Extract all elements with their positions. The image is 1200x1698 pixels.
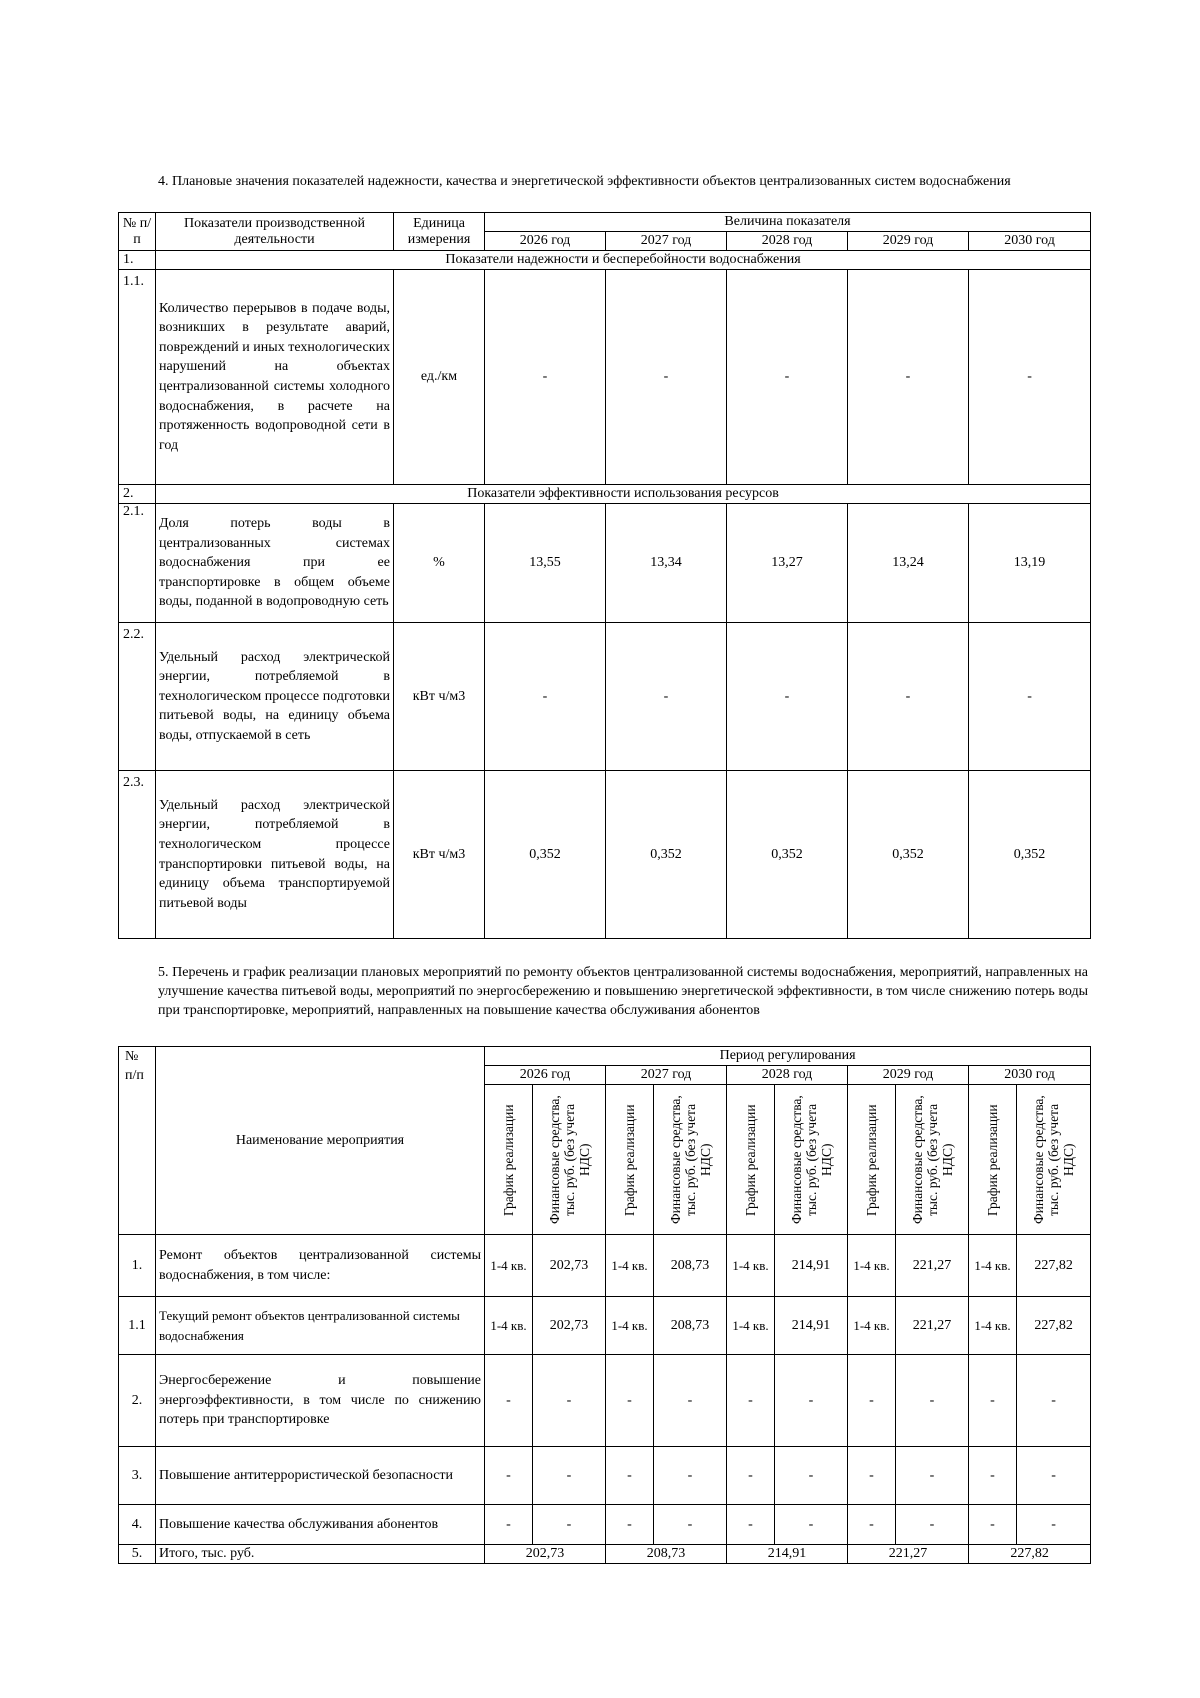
finance-cell: - bbox=[533, 1447, 606, 1505]
indicator-name: Удельный расход электрической энергии, потребляемой в технологическом процессе подготовки питьевой воды, на единицу объема воды, отпускаемой в сеть bbox=[156, 623, 394, 771]
col-header-value: Величина показателя bbox=[485, 213, 1091, 232]
row-number: 5. bbox=[119, 1545, 156, 1564]
table-row bbox=[119, 1355, 1091, 1447]
schedule-cell: - bbox=[606, 1505, 654, 1545]
schedule-cell: 1-4 кв. bbox=[848, 1297, 896, 1355]
year-header: 2028 год bbox=[727, 1066, 848, 1085]
value-cell: 13,24 bbox=[848, 504, 969, 623]
schedule-cell: 1-4 кв. bbox=[969, 1297, 1017, 1355]
schedule-cell: - bbox=[969, 1505, 1017, 1545]
row-number: 2.1. bbox=[119, 504, 156, 623]
schedule-cell: - bbox=[485, 1447, 533, 1505]
measure-name: Повышение антитеррористической безопасности bbox=[156, 1447, 485, 1505]
year-header: 2026 год bbox=[485, 1066, 606, 1085]
value-cell: - bbox=[727, 623, 848, 771]
col-header-no: № п/п bbox=[119, 1047, 156, 1235]
table-row bbox=[119, 1235, 1091, 1297]
table-row bbox=[119, 1297, 1091, 1355]
value-cell: - bbox=[727, 270, 848, 485]
value-cell: 0,352 bbox=[485, 771, 606, 939]
value-cell: 13,27 bbox=[727, 504, 848, 623]
finance-cell: 214,91 bbox=[775, 1297, 848, 1355]
col-header-indicator: Показатели производственной деятельности bbox=[156, 213, 394, 251]
schedule-cell: 1-4 кв. bbox=[606, 1297, 654, 1355]
value-cell: 13,34 bbox=[606, 504, 727, 623]
table-row bbox=[119, 623, 1091, 771]
row-number: 1.1. bbox=[119, 270, 156, 485]
indicators-table bbox=[118, 212, 1091, 939]
finance-cell: - bbox=[654, 1505, 727, 1545]
finance-cell: - bbox=[533, 1355, 606, 1447]
finance-cell: - bbox=[775, 1355, 848, 1447]
finance-cell: 221,27 bbox=[896, 1235, 969, 1297]
schedule-cell: - bbox=[969, 1447, 1017, 1505]
finance-cell: 227,82 bbox=[1017, 1297, 1091, 1355]
group-number: 1. bbox=[119, 251, 156, 270]
year-header: 2027 год bbox=[606, 1066, 727, 1085]
schedule-cell: - bbox=[606, 1447, 654, 1505]
total-value: 227,82 bbox=[969, 1545, 1091, 1564]
measure-name: Энергосбережение и повышение энергоэффективности, в том числе по снижению потерь при транспортировке bbox=[156, 1355, 485, 1447]
group-title: Показатели надежности и бесперебойности водоснабжения bbox=[156, 251, 1091, 270]
group-number: 2. bbox=[119, 485, 156, 504]
total-label: Итого, тыс. руб. bbox=[156, 1545, 485, 1564]
indicator-name: Количество перерывов в подаче воды, возникших в результате аварий, повреждений и иных технологических нарушений на объектах централизованной системы холодного водоснабжения, в расчете на протяженность водопроводной сети в год bbox=[156, 270, 394, 485]
value-cell: 0,352 bbox=[727, 771, 848, 939]
finance-header: Финансовые средства, тыс. руб. (без учета НДС) bbox=[909, 1095, 955, 1224]
schedule-cell: - bbox=[727, 1355, 775, 1447]
year-header: 2029 год bbox=[848, 1066, 969, 1085]
finance-cell: - bbox=[654, 1355, 727, 1447]
schedule-cell: 1-4 кв. bbox=[485, 1235, 533, 1297]
group-title: Показатели эффективности использования ресурсов bbox=[156, 485, 1091, 504]
value-cell: - bbox=[969, 623, 1091, 771]
schedule-cell: 1-4 кв. bbox=[848, 1235, 896, 1297]
section-4-heading: 4. Плановые значения показателей надежности, качества и энергетической эффективности объектов централизованных систем водоснабжения bbox=[158, 174, 1011, 189]
year-header: 2029 год bbox=[848, 232, 969, 251]
unit-cell: кВт ч/м3 bbox=[394, 623, 485, 771]
year-header: 2030 год bbox=[969, 232, 1091, 251]
col-header-unit: Единица измерения bbox=[394, 213, 485, 251]
value-cell: 0,352 bbox=[969, 771, 1091, 939]
finance-cell: - bbox=[654, 1447, 727, 1505]
value-cell: - bbox=[485, 623, 606, 771]
finance-cell: - bbox=[775, 1447, 848, 1505]
year-header: 2027 год bbox=[606, 232, 727, 251]
row-number: 2.3. bbox=[119, 771, 156, 939]
col-header-name: Наименование мероприятия bbox=[156, 1047, 485, 1235]
value-cell: - bbox=[606, 270, 727, 485]
schedule-cell: - bbox=[848, 1505, 896, 1545]
finance-header: Финансовые средства, тыс. руб. (без учета НДС) bbox=[788, 1095, 834, 1224]
schedule-header: График реализации bbox=[501, 1103, 516, 1216]
schedule-cell: - bbox=[485, 1355, 533, 1447]
schedule-header: График реализации bbox=[743, 1103, 758, 1216]
value-cell: 0,352 bbox=[848, 771, 969, 939]
schedule-cell: 1-4 кв. bbox=[606, 1235, 654, 1297]
total-value: 208,73 bbox=[606, 1545, 727, 1564]
finance-cell: - bbox=[533, 1505, 606, 1545]
table-row bbox=[119, 504, 1091, 623]
table-row bbox=[119, 270, 1091, 485]
finance-cell: 208,73 bbox=[654, 1297, 727, 1355]
finance-cell: - bbox=[1017, 1355, 1091, 1447]
schedule-cell: 1-4 кв. bbox=[969, 1235, 1017, 1297]
schedule-cell: - bbox=[848, 1447, 896, 1505]
finance-cell: - bbox=[1017, 1505, 1091, 1545]
schedule-cell: - bbox=[727, 1505, 775, 1545]
value-cell: - bbox=[606, 623, 727, 771]
finance-cell: 227,82 bbox=[1017, 1235, 1091, 1297]
unit-cell: ед./км bbox=[394, 270, 485, 485]
row-number: 2.2. bbox=[119, 623, 156, 771]
finance-cell: - bbox=[896, 1355, 969, 1447]
year-header: 2028 год bbox=[727, 232, 848, 251]
finance-cell: - bbox=[775, 1505, 848, 1545]
schedule-cell: - bbox=[969, 1355, 1017, 1447]
value-cell: - bbox=[848, 270, 969, 485]
finance-header: Финансовые средства, тыс. руб. (без учета НДС) bbox=[546, 1095, 592, 1224]
year-header: 2026 год bbox=[485, 232, 606, 251]
measures-table bbox=[118, 1046, 1091, 1564]
schedule-cell: - bbox=[485, 1505, 533, 1545]
value-cell: - bbox=[485, 270, 606, 485]
total-row bbox=[119, 1545, 1091, 1564]
measure-name: Повышение качества обслуживания абонентов bbox=[156, 1505, 485, 1545]
finance-cell: - bbox=[896, 1447, 969, 1505]
value-cell: 0,352 bbox=[606, 771, 727, 939]
row-number: 3. bbox=[119, 1447, 156, 1505]
finance-cell: 214,91 bbox=[775, 1235, 848, 1297]
section-5-heading: 5. Перечень и график реализации плановых мероприятий по ремонту объектов централизованной системы водоснабжения, мероприятий, направленных на улучшение качества питьевой воды, мероприятий по энергосбережению и повышению энергетической эффективности, в том числе снижению потерь воды при транспортировке, мероприятий, направленных на повышение качества обслуживания абонентов bbox=[158, 965, 1088, 1018]
finance-cell: 208,73 bbox=[654, 1235, 727, 1297]
schedule-cell: - bbox=[727, 1447, 775, 1505]
schedule-header: График реализации bbox=[622, 1103, 637, 1216]
finance-cell: 202,73 bbox=[533, 1297, 606, 1355]
schedule-cell: 1-4 кв. bbox=[727, 1297, 775, 1355]
unit-cell: % bbox=[394, 504, 485, 623]
finance-header: Финансовые средства, тыс. руб. (без учета НДС) bbox=[667, 1095, 713, 1224]
schedule-header: График реализации bbox=[985, 1103, 1000, 1216]
total-value: 221,27 bbox=[848, 1545, 969, 1564]
row-number: 1. bbox=[119, 1235, 156, 1297]
table-row bbox=[119, 1505, 1091, 1545]
col-header-period: Период регулирования bbox=[485, 1047, 1091, 1066]
indicator-name: Удельный расход электрической энергии, потребляемой в технологическом процессе транспортировки питьевой воды, на единицу объема транспортируемой питьевой воды bbox=[156, 771, 394, 939]
row-number: 4. bbox=[119, 1505, 156, 1545]
table-row bbox=[119, 771, 1091, 939]
schedule-cell: - bbox=[606, 1355, 654, 1447]
finance-header: Финансовые средства, тыс. руб. (без учета НДС) bbox=[1031, 1095, 1077, 1224]
total-value: 214,91 bbox=[727, 1545, 848, 1564]
table-row bbox=[119, 1447, 1091, 1505]
value-cell: 13,19 bbox=[969, 504, 1091, 623]
row-number: 1.1 bbox=[119, 1297, 156, 1355]
row-number: 2. bbox=[119, 1355, 156, 1447]
measure-name: Ремонт объектов централизованной системы водоснабжения, в том числе: bbox=[156, 1235, 485, 1297]
schedule-cell: - bbox=[848, 1355, 896, 1447]
finance-cell: 202,73 bbox=[533, 1235, 606, 1297]
schedule-header: График реализации bbox=[864, 1103, 879, 1216]
value-cell: - bbox=[848, 623, 969, 771]
measure-name: Текущий ремонт объектов централизованной системы водоснабжения bbox=[156, 1297, 485, 1355]
indicator-name: Доля потерь воды в централизованных системах водоснабжения при ее транспортировке в общем объеме воды, поданной в водопроводную сеть bbox=[156, 504, 394, 623]
year-header: 2030 год bbox=[969, 1066, 1091, 1085]
value-cell: - bbox=[969, 270, 1091, 485]
value-cell: 13,55 bbox=[485, 504, 606, 623]
finance-cell: - bbox=[1017, 1447, 1091, 1505]
finance-cell: 221,27 bbox=[896, 1297, 969, 1355]
schedule-cell: 1-4 кв. bbox=[727, 1235, 775, 1297]
finance-cell: - bbox=[896, 1505, 969, 1545]
total-value: 202,73 bbox=[485, 1545, 606, 1564]
col-header-no: № п/п bbox=[119, 213, 156, 251]
schedule-cell: 1-4 кв. bbox=[485, 1297, 533, 1355]
unit-cell: кВт ч/м3 bbox=[394, 771, 485, 939]
